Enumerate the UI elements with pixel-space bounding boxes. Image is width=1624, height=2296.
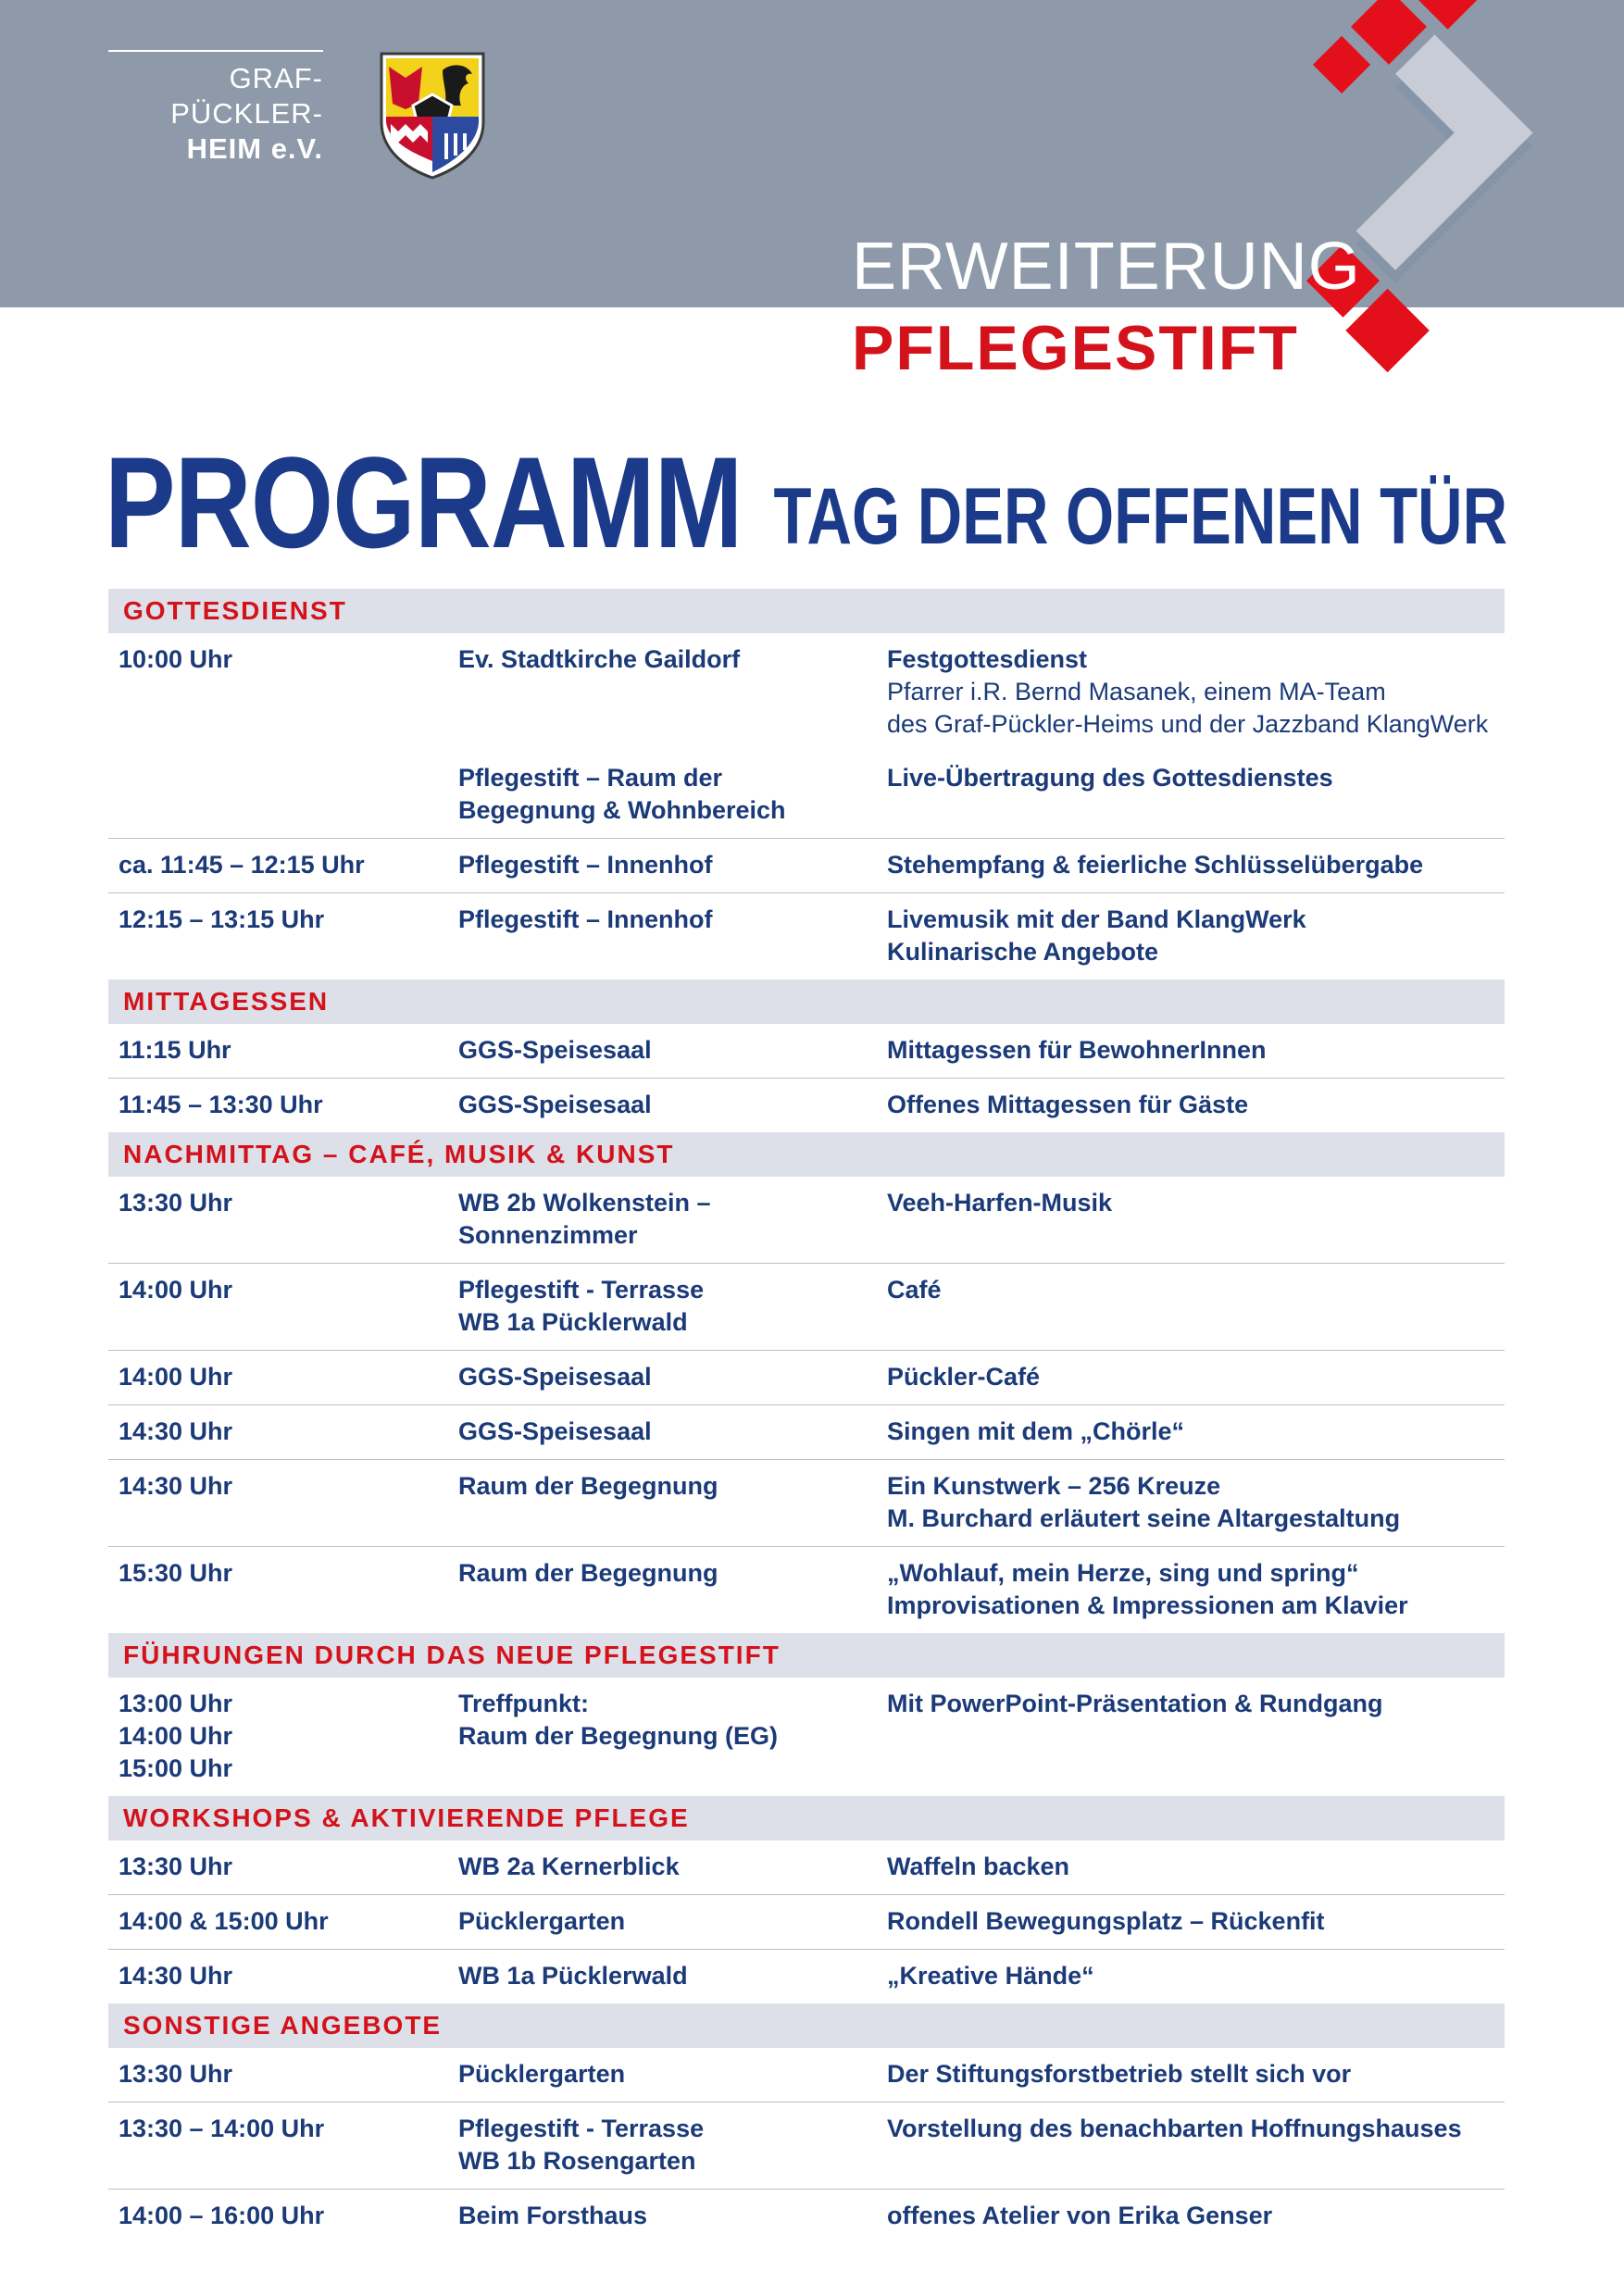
row-location-line: Pücklergarten: [458, 2060, 626, 2088]
row-description-line: „Kreative Hände“: [887, 1962, 1094, 1990]
row-description: [887, 1361, 1505, 1393]
row-description: [887, 762, 1505, 827]
row-location: [458, 1187, 887, 1252]
row-location: [458, 2200, 887, 2232]
schedule-row: [108, 1895, 1505, 1950]
coat-of-arms-icon: [378, 50, 487, 180]
row-description-line: Der Stiftungsforstbetrieb stellt sich vor: [887, 2060, 1352, 2088]
schedule-row: [108, 633, 1505, 752]
row-description: [887, 1416, 1505, 1448]
row-time-line: 14:00 & 15:00 Uhr: [119, 1907, 329, 1935]
row-description: [887, 849, 1505, 881]
row-time-line: 13:30 – 14:00 Uhr: [119, 2115, 325, 2142]
row-description-line: M. Burchard erläutert seine Altargestaltung: [887, 1504, 1401, 1532]
row-description: [887, 1089, 1505, 1121]
section-heading: GOTTESDIENST: [108, 589, 1505, 633]
row-description-line: Kulinarische Angebote: [887, 938, 1159, 966]
schedule-row: [108, 1177, 1505, 1264]
row-description: [887, 1034, 1505, 1067]
row-location: [458, 1361, 887, 1393]
schedule-row: [108, 1264, 1505, 1351]
program-table: [108, 589, 1505, 2243]
row-location: [458, 1470, 887, 1535]
row-description: [887, 904, 1505, 968]
schedule-row: [108, 1678, 1505, 1796]
row-time: [108, 849, 458, 881]
row-description-line: Rondell Bewegungsplatz – Rückenfit: [887, 1907, 1325, 1935]
row-location: [458, 849, 887, 881]
subtitle-erweiterung: ERWEITERUNG: [852, 230, 1361, 304]
row-location: [458, 904, 887, 968]
row-location: [458, 2058, 887, 2090]
row-location-line: Raum der Begegnung: [458, 1472, 718, 1500]
section-heading: WORKSHOPS & AKTIVIERENDE PFLEGE: [108, 1796, 1505, 1841]
schedule-row: [108, 1460, 1505, 1547]
row-time: [108, 2058, 458, 2090]
section-heading: NACHMITTAG – CAFÉ, MUSIK & KUNST: [108, 1132, 1505, 1177]
row-time-line: 13:30 Uhr: [119, 1853, 233, 1880]
row-time-line: 13:30 Uhr: [119, 1189, 233, 1217]
section-heading: MITTAGESSEN: [108, 980, 1505, 1024]
row-time: [108, 2200, 458, 2232]
org-name-line1: GRAF-PÜCKLER-: [170, 62, 323, 130]
row-location: [458, 1960, 887, 1992]
row-time-line: ca. 11:45 – 12:15 Uhr: [119, 851, 365, 879]
row-description: [887, 643, 1505, 741]
row-time: [108, 1034, 458, 1067]
row-location: [458, 1851, 887, 1883]
row-time: [108, 1557, 458, 1622]
row-time: [108, 1470, 458, 1535]
row-description: [887, 1851, 1505, 1883]
row-description-line: Festgottesdienst: [887, 645, 1088, 673]
row-location-line: WB 1a Pücklerwald: [458, 1962, 688, 1990]
page-title: PROGRAMM: [105, 430, 743, 575]
row-location-line: GGS-Speisesaal: [458, 1036, 652, 1064]
row-location-line: Begegnung & Wohnbereich: [458, 796, 786, 824]
row-location: [458, 2113, 887, 2177]
row-description: [887, 1187, 1505, 1252]
row-description-line: Vorstellung des benachbarten Hoffnungshauses: [887, 2115, 1462, 2142]
org-name: [108, 50, 323, 167]
row-description: [887, 1557, 1505, 1622]
row-time: [108, 1274, 458, 1339]
row-location-line: Raum der Begegnung: [458, 1559, 718, 1587]
row-location-line: Sonnenzimmer: [458, 1221, 638, 1249]
row-location-line: Pflegestift – Innenhof: [458, 851, 713, 879]
row-time: [108, 1416, 458, 1448]
row-description: [887, 1905, 1505, 1938]
row-description-line: Offenes Mittagessen für Gäste: [887, 1091, 1249, 1118]
schedule-row: [108, 752, 1505, 839]
row-time: [108, 1089, 458, 1121]
row-location-line: Pflegestift – Raum der: [458, 764, 723, 792]
schedule-row: [108, 2048, 1505, 2103]
row-location-line: WB 2b Wolkenstein –: [458, 1189, 711, 1217]
schedule-row: [108, 2103, 1505, 2190]
row-time: [108, 1960, 458, 1992]
row-description-line: offenes Atelier von Erika Genser: [887, 2202, 1273, 2229]
row-description: [887, 1274, 1505, 1339]
schedule-row: [108, 2190, 1505, 2243]
schedule-row: [108, 839, 1505, 893]
row-description: [887, 1688, 1505, 1785]
row-description: [887, 2058, 1505, 2090]
row-time-line: 14:00 Uhr: [119, 1722, 233, 1750]
row-location-line: Pflegestift – Innenhof: [458, 905, 713, 933]
row-time-line: 12:15 – 13:15 Uhr: [119, 905, 325, 933]
row-time: [108, 2113, 458, 2177]
row-description: [887, 1470, 1505, 1535]
org-name-line2: HEIM e.V.: [186, 132, 323, 165]
schedule-row: [108, 1950, 1505, 2003]
row-description-line: Live-Übertragung des Gottesdienstes: [887, 764, 1333, 792]
row-location-line: GGS-Speisesaal: [458, 1091, 652, 1118]
schedule-row: [108, 1024, 1505, 1079]
row-location-line: Treffpunkt:: [458, 1690, 589, 1717]
row-location-line: Pflegestift - Terrasse: [458, 2115, 705, 2142]
row-description-line: Improvisationen & Impressionen am Klavier: [887, 1591, 1408, 1619]
row-time-line: 11:45 – 13:30 Uhr: [119, 1091, 323, 1118]
row-time: [108, 1851, 458, 1883]
section-heading: SONSTIGE ANGEBOTE: [108, 2003, 1505, 2048]
schedule-row: [108, 1841, 1505, 1895]
row-location: [458, 1416, 887, 1448]
row-description-line: Singen mit dem „Chörle“: [887, 1417, 1185, 1445]
row-location-line: Raum der Begegnung (EG): [458, 1722, 779, 1750]
row-time-line: 13:30 Uhr: [119, 2060, 233, 2088]
row-location-line: WB 1a Pücklerwald: [458, 1308, 688, 1336]
row-location-line: Ev. Stadtkirche Gaildorf: [458, 645, 741, 673]
row-description-detail: des Graf-Pückler-Heims und der Jazzband KlangWerk: [887, 710, 1489, 738]
row-location: [458, 762, 887, 827]
row-time-line: 14:00 – 16:00 Uhr: [119, 2202, 325, 2229]
row-location-line: GGS-Speisesaal: [458, 1363, 652, 1391]
schedule-row: [108, 1079, 1505, 1132]
row-time: [108, 762, 458, 827]
row-time-line: 14:30 Uhr: [119, 1962, 233, 1990]
row-time-line: 15:30 Uhr: [119, 1559, 233, 1587]
row-location-line: GGS-Speisesaal: [458, 1417, 652, 1445]
row-location: [458, 643, 887, 741]
schedule-row: [108, 1547, 1505, 1633]
row-location: [458, 1557, 887, 1622]
row-time: [108, 1905, 458, 1938]
row-description: [887, 2113, 1505, 2177]
row-time-line: 15:00 Uhr: [119, 1754, 233, 1782]
row-location: [458, 1089, 887, 1121]
row-location-line: WB 1b Rosengarten: [458, 2147, 696, 2175]
row-time-line: 14:00 Uhr: [119, 1276, 233, 1304]
row-description-line: Ein Kunstwerk – 256 Kreuze: [887, 1472, 1221, 1500]
schedule-row: [108, 1351, 1505, 1405]
row-description-detail: Pfarrer i.R. Bernd Masanek, einem MA-Team: [887, 678, 1386, 705]
row-location-line: WB 2a Kernerblick: [458, 1853, 680, 1880]
row-description: [887, 1960, 1505, 1992]
row-time-line: 13:00 Uhr: [119, 1690, 233, 1717]
schedule-row: [108, 893, 1505, 980]
schedule-row: [108, 1405, 1505, 1460]
row-time-line: 14:30 Uhr: [119, 1417, 233, 1445]
row-time-line: 10:00 Uhr: [119, 645, 233, 673]
section-heading: FÜHRUNGEN DURCH DAS NEUE PFLEGESTIFT: [108, 1633, 1505, 1678]
row-time-line: 11:15 Uhr: [119, 1036, 231, 1064]
subtitle-pflegestift: PFLEGESTIFT: [852, 313, 1299, 383]
row-description: [887, 2200, 1505, 2232]
row-description-line: Livemusik mit der Band KlangWerk: [887, 905, 1306, 933]
row-description-line: Waffeln backen: [887, 1853, 1070, 1880]
row-location-line: Pücklergarten: [458, 1907, 626, 1935]
row-time-line: 14:00 Uhr: [119, 1363, 233, 1391]
row-location: [458, 1274, 887, 1339]
row-description-line: „Wohlauf, mein Herze, sing und spring“: [887, 1559, 1359, 1587]
row-time: [108, 1688, 458, 1785]
row-location-line: Pflegestift - Terrasse: [458, 1276, 705, 1304]
row-location: [458, 1688, 887, 1785]
row-location: [458, 1905, 887, 1938]
row-location: [458, 1034, 887, 1067]
row-time: [108, 1361, 458, 1393]
row-description-line: Veeh-Harfen-Musik: [887, 1189, 1113, 1217]
row-time-line: 14:30 Uhr: [119, 1472, 233, 1500]
row-description-line: Stehempfang & feierliche Schlüsselübergabe: [887, 851, 1424, 879]
event-title: TAG DER OFFENEN TÜR: [773, 472, 1507, 561]
row-description-line: Pückler-Café: [887, 1363, 1041, 1391]
row-time: [108, 1187, 458, 1252]
row-description-line: Mit PowerPoint-Präsentation & Rundgang: [887, 1690, 1383, 1717]
row-time: [108, 904, 458, 968]
row-time: [108, 643, 458, 741]
row-description-line: Mittagessen für BewohnerInnen: [887, 1036, 1267, 1064]
row-location-line: Beim Forsthaus: [458, 2202, 648, 2229]
row-description-line: Café: [887, 1276, 942, 1304]
